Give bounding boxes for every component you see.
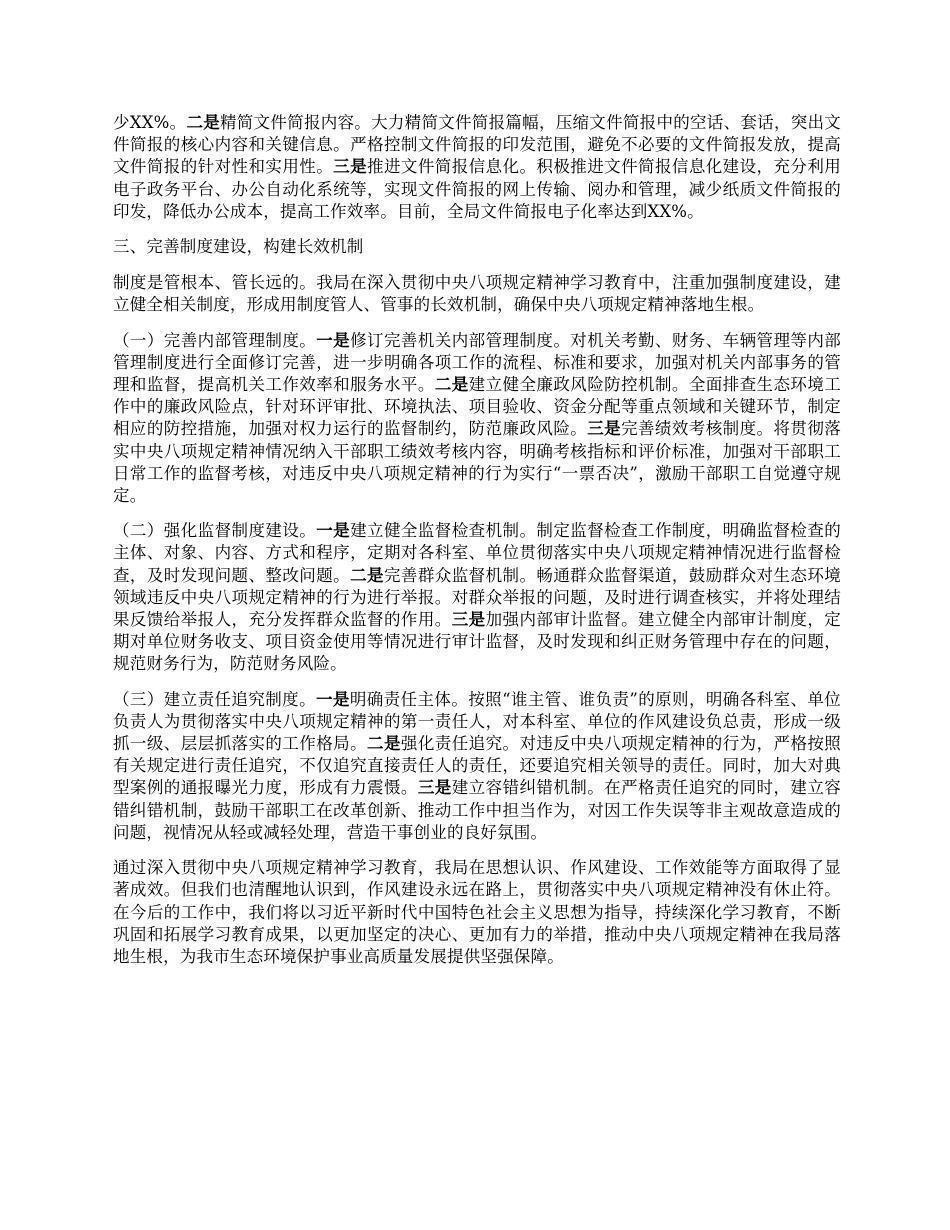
text-run: （三）建立责任追究制度。 (113, 689, 316, 709)
bold-lead-term: 一是 (316, 521, 351, 541)
body-paragraph (113, 857, 841, 968)
text-run: 明确责任主体。按照“谁主管、谁负责”的原则，明确各科室、单位负责人为贯彻落实中央八项规定精神的第一责任人，对本科室、单位的作风建设负总责，形成一级抓一级、层层抓落实的工作格局。 (113, 689, 841, 754)
bold-lead-term: 三是 (417, 778, 452, 798)
text-run: 精简文件简报内容。大力精简文件简报篇幅，压缩文件简报中的空话、套话，突出文件简报的核心内容和关键信息。严格控制文件简报的印发范围，避免不必要的文件简报发放，提高文件简报的针对性和实用性。 (113, 113, 842, 177)
text-run: 完善群众监督机制。畅通群众监督渠道，鼓励群众对生态环境领域违反中央八项规定精神的行为进行举报。对群众举报的问题，及时进行调查核实，并将处理结果反馈给举报人，充分发挥群众监督的作用。 (113, 565, 841, 630)
text-run: （二）强化监督制度建设。 (113, 521, 317, 541)
bold-lead-term: 一是 (316, 689, 350, 709)
bold-lead-term: 三是 (451, 610, 486, 630)
text-run: 修订完善机关内部管理制度。对机关考勤、财务、车辆管理等内部管理制度进行全面修订完善，进一步明确各项工作的流程、标准和要求，加强对机关内部事务的管理和监督，提高机关工作效率和服务水平。 (113, 330, 841, 395)
text-run: 通过深入贯彻中央八项规定精神学习教育，我局在思想认识、作风建设、工作效能等方面取得了显著成效。但我们也清醒地认识到，作风建设永远在路上，贯彻落实中央八项规定精神没有休止符。在今后的工作中，我们将以习近平新时代中国特色社会主义思想为指导，持续深化学习教育，不断巩固和拓展学习教育成果，以更加坚定的决心、更加有力的举措，推动中央八项规定精神在我局落地生根，为我市生态环境保护事业高质量发展提供坚强保障。 (113, 858, 841, 966)
bold-lead-term: 二是 (186, 113, 221, 132)
text-run: 三、完善制度建设，构建长效机制 (113, 237, 364, 257)
bold-lead-term: 一是 (316, 330, 351, 350)
body-paragraph (113, 520, 841, 675)
bold-lead-term: 三是 (333, 157, 368, 177)
body-paragraph (113, 272, 841, 316)
text-run: 推进文件简报信息化。积极推进文件简报信息化建设，充分利用电子政务平台、办公自动化系统等，实现文件简报的网上传输、阅办和管理，减少纸质文件简报的印发，降低办公成本，提高工作效率。目前，全局文件简报电子化率达到XX%。 (113, 157, 841, 221)
body-paragraph (113, 330, 841, 508)
text-run: 建立健全监督检查机制。制定监督检查工作制度，明确监督检查的主体、对象、内容、方式和程序，定期对各科室、单位贯彻落实中央八项规定精神情况进行监督检查，及时发现问题、整改问题。 (113, 521, 841, 585)
body-paragraph (113, 689, 841, 844)
text-run: 建立容错纠错机制。在严格责任追究的同时，建立容错纠错机制，鼓励干部职工在改革创新、推动工作中担当作为，对因工作失误等非主观故意造成的问题，视情况从轻或减轻处理，营造干事创业的良好氛围。 (113, 778, 841, 842)
text-run: 完善绩效考核制度。将贯彻落实中央八项规定精神情况纳入干部职工绩效考核内容，明确考核指标和评价标准，加强对干部职工日常工作的监督考核，对违反中央八项规定精神的行为实行“一票否决”，激励干部职工自觉遵守规定。 (113, 419, 841, 506)
text-run: 建立健全廉政风险防控机制。全面排查生态环境工作中的廉政风险点，针对环评审批、环境执法、项目验收、资金分配等重点领域和关键环节，制定相应的防控措施，加强对权力运行的监督制约，防范廉政风险。 (113, 375, 841, 439)
text-run: 加强内部审计监督。建立健全内部审计制度，定期对单位财务收支、项目资金使用等情况进行审计监督，及时发现和纠正财务管理中存在的问题，规范财务行为，防范财务风险。 (113, 610, 842, 674)
section-heading (113, 236, 841, 258)
bold-lead-term: 三是 (587, 419, 622, 439)
bold-lead-term: 二是 (350, 565, 384, 585)
text-run: 制度是管根本、管长远的。我局在深入贯彻中央八项规定精神学习教育中，注重加强制度建设，建立健全相关制度，形成用制度管人、管事的长效机制，确保中央八项规定精神落地生根。 (113, 273, 841, 315)
bold-lead-term: 二是 (367, 734, 401, 754)
text-run: （一）完善内部管理制度。 (113, 330, 317, 350)
body-paragraph (113, 112, 841, 223)
text-run: 少XX%。 (113, 113, 187, 132)
document-body (113, 112, 841, 981)
text-run: 强化责任追究。对违反中央八项规定精神的行为，严格按照有关规定进行责任追究，不仅追究直接责任人的责任，还要追究相关领导的责任。同时，加大对典型案例的通报曝光力度，形成有力震慑。 (113, 734, 842, 798)
bold-lead-term: 二是 (434, 375, 469, 395)
